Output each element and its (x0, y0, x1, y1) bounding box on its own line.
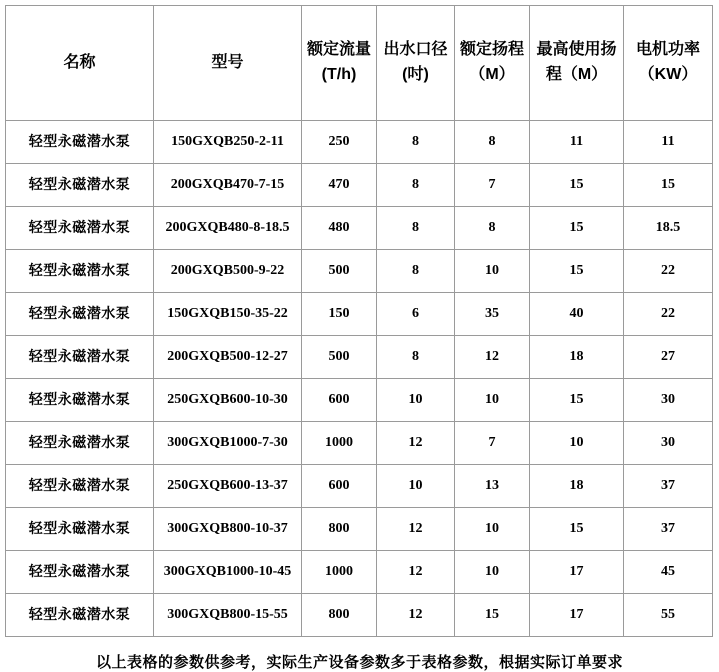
cell-max-head: 40 (530, 293, 624, 336)
cell-rated-head: 10 (455, 250, 530, 293)
cell-rated-flow: 500 (302, 336, 377, 379)
cell-rated-head: 12 (455, 336, 530, 379)
cell-motor-power: 37 (624, 465, 713, 508)
cell-max-head: 11 (530, 121, 624, 164)
cell-rated-head: 15 (455, 594, 530, 637)
cell-motor-power: 30 (624, 379, 713, 422)
header-row (6, 6, 713, 121)
cell-name: 轻型永磁潜水泵 (6, 121, 154, 164)
table-row (6, 551, 713, 594)
cell-rated-flow: 250 (302, 121, 377, 164)
cell-rated-head: 8 (455, 121, 530, 164)
cell-motor-power: 22 (624, 293, 713, 336)
cell-rated-head: 10 (455, 551, 530, 594)
cell-name: 轻型永磁潜水泵 (6, 207, 154, 250)
cell-motor-power: 27 (624, 336, 713, 379)
column-header-max-head: 最高使用扬程（M） (530, 6, 624, 121)
cell-name: 轻型永磁潜水泵 (6, 422, 154, 465)
cell-rated-head: 10 (455, 379, 530, 422)
table-row (6, 250, 713, 293)
cell-model: 150GXQB250-2-11 (154, 121, 302, 164)
cell-name: 轻型永磁潜水泵 (6, 508, 154, 551)
cell-max-head: 18 (530, 465, 624, 508)
spec-sheet-page (0, 5, 719, 671)
cell-rated-flow: 800 (302, 594, 377, 637)
cell-max-head: 18 (530, 336, 624, 379)
cell-model: 300GXQB1000-10-45 (154, 551, 302, 594)
cell-name: 轻型永磁潜水泵 (6, 164, 154, 207)
cell-rated-head: 7 (455, 422, 530, 465)
table-row (6, 121, 713, 164)
cell-rated-flow: 1000 (302, 551, 377, 594)
cell-motor-power: 37 (624, 508, 713, 551)
cell-model: 300GXQB800-10-37 (154, 508, 302, 551)
cell-name: 轻型永磁潜水泵 (6, 465, 154, 508)
column-header-outlet-diameter: 出水口径(吋) (377, 6, 455, 121)
cell-model: 300GXQB1000-7-30 (154, 422, 302, 465)
cell-rated-flow: 600 (302, 379, 377, 422)
column-header-motor-power: 电机功率（KW） (624, 6, 713, 121)
cell-motor-power: 55 (624, 594, 713, 637)
cell-outlet-diameter: 8 (377, 164, 455, 207)
table-row (6, 508, 713, 551)
cell-outlet-diameter: 10 (377, 465, 455, 508)
cell-rated-head: 7 (455, 164, 530, 207)
cell-max-head: 15 (530, 250, 624, 293)
cell-model: 200GXQB470-7-15 (154, 164, 302, 207)
column-header-name: 名称 (6, 6, 154, 121)
table-header (6, 6, 713, 121)
cell-motor-power: 11 (624, 121, 713, 164)
cell-max-head: 17 (530, 551, 624, 594)
cell-model: 150GXQB150-35-22 (154, 293, 302, 336)
cell-rated-flow: 800 (302, 508, 377, 551)
table-row (6, 594, 713, 637)
cell-name: 轻型永磁潜水泵 (6, 551, 154, 594)
cell-motor-power: 15 (624, 164, 713, 207)
cell-max-head: 17 (530, 594, 624, 637)
cell-max-head: 10 (530, 422, 624, 465)
cell-rated-head: 10 (455, 508, 530, 551)
cell-outlet-diameter: 8 (377, 336, 455, 379)
cell-model: 250GXQB600-13-37 (154, 465, 302, 508)
column-header-rated-head: 额定扬程（M） (455, 6, 530, 121)
cell-rated-flow: 500 (302, 250, 377, 293)
cell-outlet-diameter: 8 (377, 250, 455, 293)
cell-outlet-diameter: 8 (377, 121, 455, 164)
pump-specification-table (5, 5, 713, 637)
table-footnote: 以上表格的参数供参考，实际生产设备参数多于表格参数，根据实际订单要求 (95, 654, 623, 671)
cell-model: 250GXQB600-10-30 (154, 379, 302, 422)
cell-rated-head: 8 (455, 207, 530, 250)
cell-name: 轻型永磁潜水泵 (6, 293, 154, 336)
cell-outlet-diameter: 8 (377, 207, 455, 250)
cell-rated-flow: 600 (302, 465, 377, 508)
cell-outlet-diameter: 12 (377, 508, 455, 551)
cell-max-head: 15 (530, 164, 624, 207)
table-row (6, 465, 713, 508)
cell-outlet-diameter: 12 (377, 551, 455, 594)
column-header-model: 型号 (154, 6, 302, 121)
cell-max-head: 15 (530, 379, 624, 422)
cell-rated-flow: 480 (302, 207, 377, 250)
cell-outlet-diameter: 12 (377, 422, 455, 465)
cell-name: 轻型永磁潜水泵 (6, 594, 154, 637)
table-row (6, 379, 713, 422)
cell-name: 轻型永磁潜水泵 (6, 336, 154, 379)
cell-motor-power: 45 (624, 551, 713, 594)
cell-rated-head: 13 (455, 465, 530, 508)
table-row (6, 293, 713, 336)
cell-motor-power: 30 (624, 422, 713, 465)
cell-model: 200GXQB480-8-18.5 (154, 207, 302, 250)
cell-name: 轻型永磁潜水泵 (6, 379, 154, 422)
cell-name: 轻型永磁潜水泵 (6, 250, 154, 293)
cell-max-head: 15 (530, 508, 624, 551)
cell-model: 200GXQB500-12-27 (154, 336, 302, 379)
cell-outlet-diameter: 6 (377, 293, 455, 336)
table-row (6, 336, 713, 379)
cell-outlet-diameter: 12 (377, 594, 455, 637)
cell-motor-power: 22 (624, 250, 713, 293)
cell-rated-flow: 1000 (302, 422, 377, 465)
cell-motor-power: 18.5 (624, 207, 713, 250)
cell-max-head: 15 (530, 207, 624, 250)
cell-model: 300GXQB800-15-55 (154, 594, 302, 637)
cell-rated-flow: 470 (302, 164, 377, 207)
table-row (6, 164, 713, 207)
cell-rated-head: 35 (455, 293, 530, 336)
cell-rated-flow: 150 (302, 293, 377, 336)
cell-outlet-diameter: 10 (377, 379, 455, 422)
cell-model: 200GXQB500-9-22 (154, 250, 302, 293)
table-row (6, 422, 713, 465)
column-header-rated-flow: 额定流量(T/h) (302, 6, 377, 121)
table-row (6, 207, 713, 250)
table-body (6, 121, 713, 637)
